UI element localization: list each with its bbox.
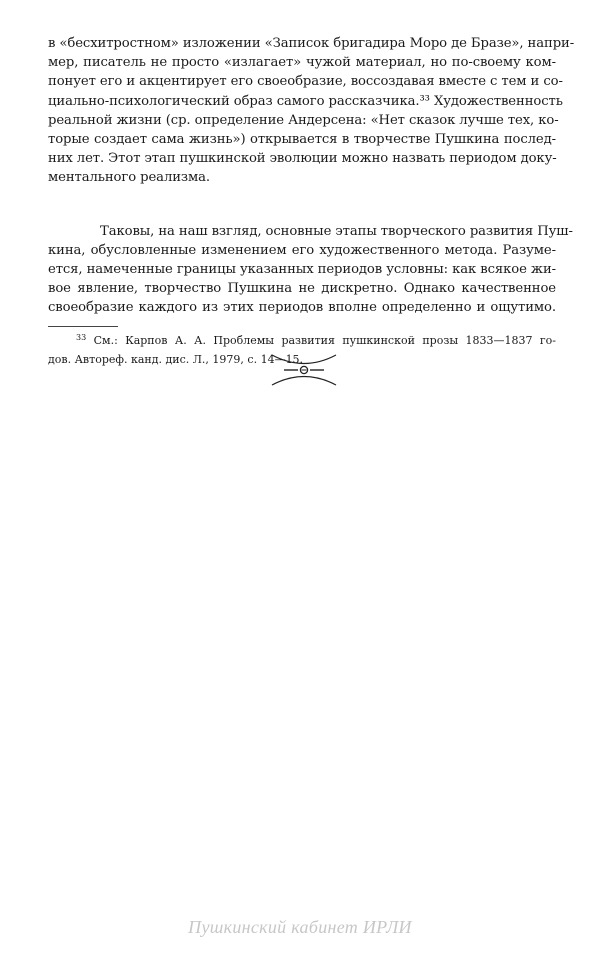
footnote-number: 33 xyxy=(76,332,87,342)
text-line: реальной жизни (ср. определение Андерсена: «Нет сказок лучше тех, ко- xyxy=(48,112,559,128)
text-line: торые создает сама жизнь») открывается в творчестве Пушкина послед- xyxy=(48,132,556,148)
footnote-line: дов. Автореф. канд. дис. Л., 1979, с. 14—15. xyxy=(48,352,304,366)
text-line: ется, намеченные границы указанных периодов условны: как всякое жи- xyxy=(48,262,556,278)
paragraph-2 xyxy=(48,222,573,318)
text-line: своеобразие каждого из этих периодов вполне определенно и ощутимо. xyxy=(48,300,556,316)
watermark: Пушкинский кабинет ИРЛИ xyxy=(188,917,412,937)
footnote-rule xyxy=(48,326,118,327)
text-line: кина, обусловленные изменением его художественного метода. Разуме- xyxy=(48,242,556,258)
page-body xyxy=(48,34,575,368)
text-line: понует его и акцентирует его своеобразие, воссоздавая вместе с тем и со- xyxy=(48,74,563,90)
decorative-divider-ornament-icon xyxy=(270,352,338,388)
text-line: ментального реализма. xyxy=(48,170,211,186)
text-line: циально-психологический образ самого рассказчика.³³ Художественность xyxy=(48,93,563,109)
footnote-line xyxy=(48,330,556,349)
text-line: них лет. Этот этап пушкинской эволюции можно назвать периодом доку- xyxy=(48,151,557,167)
text-line: в «бесхитростном» изложении «Записок бригадира Моро де Бразе», напри- xyxy=(48,36,575,51)
text-line: мер, писатель не просто «излагает» чужой материал, но по-своему ком- xyxy=(48,55,556,71)
text-line: вое явление, творчество Пушкина не дискретно. Однако качественное xyxy=(48,281,556,297)
paragraph-1 xyxy=(48,34,575,188)
text-line: Таковы, на наш взгляд, основные этапы творческого развития Пуш- xyxy=(100,223,573,239)
footnote-text: См.: Карпов А. А. Проблемы развития пушкинской прозы 1833—1837 го- xyxy=(93,333,556,347)
